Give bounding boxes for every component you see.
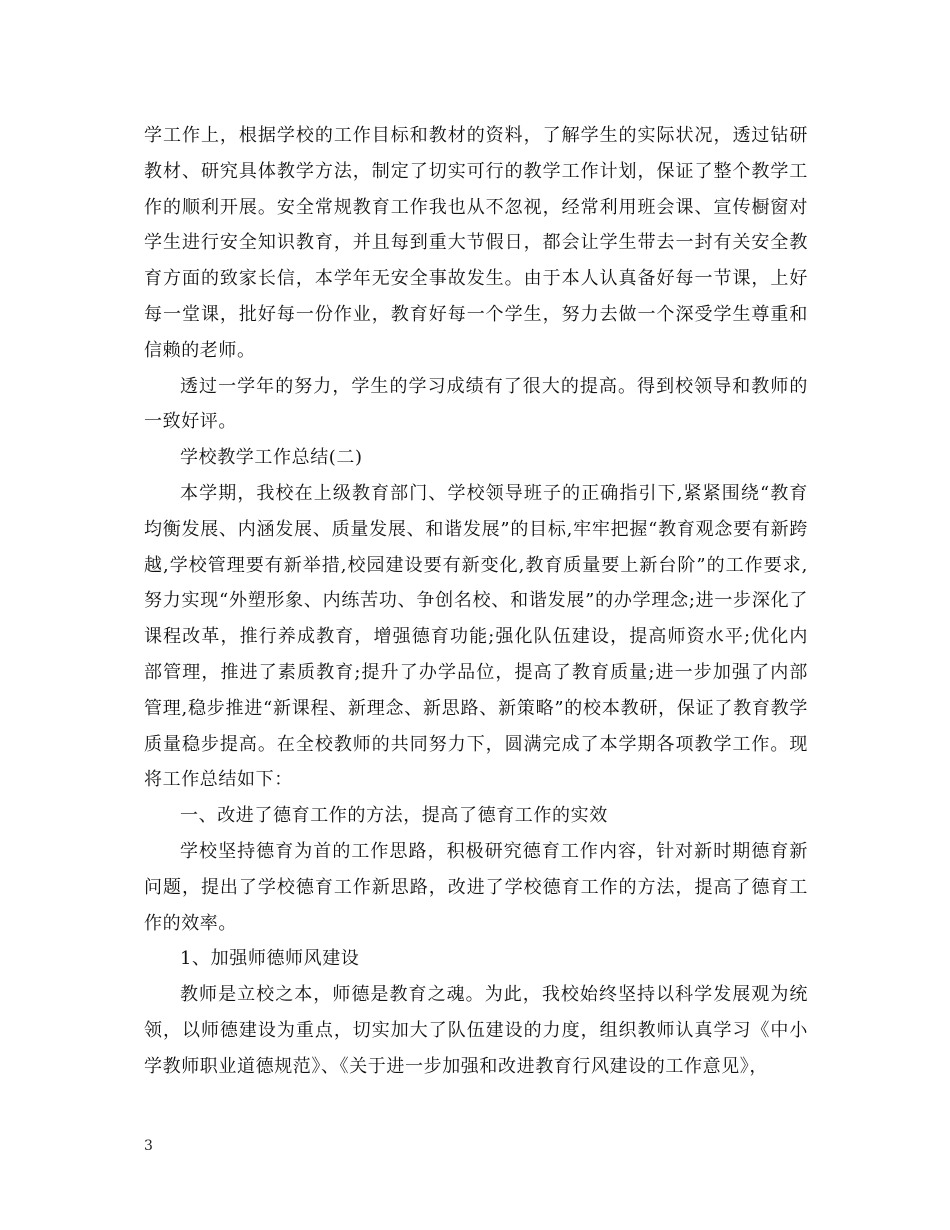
page-number: 3: [144, 1138, 153, 1154]
paragraph-6: 学校坚持德育为首的工作思路，积极研究德育工作内容，针对新时期德育新问题，提出了学校德育工作新思路，改进了学校德育工作的方法，提高了德育工作的效率。: [144, 840, 808, 934]
section-heading: 学校教学工作总结(二): [180, 447, 363, 469]
paragraph-2: 透过一学年的努力，学生的学习成绩有了很大的提高。得到校领导和教师的一致好评。: [144, 375, 808, 433]
paragraph-8: 教师是立校之本，师德是教育之魂。为此，我校始终坚持以科学发展观为统领，以师德建设为重点，切实加大了队伍建设的力度，组织教师认真学习《中小学教师职业道德规范》、《关于进一步加强和改进教育行风建设的工作意见》，: [144, 984, 808, 1077]
document-body: [144, 118, 808, 1085]
paragraph-4: 本学期，我校在上级教育部门、学校领导班子的正确指引下,紧紧围绕“教育均衡发展、内涵发展、质量发展、和谐发展”的目标,牢牢把握“教育观念要有新跨越,学校管理要有新举措,校园建设要有新变化,教育质量要上新台阶”的工作要求,努力实现“外塑形象、内练苦功、争创名校、和谐发展”的办学理念;进一步深化了课程改革，推行养成教育，增强德育功能;强化队伍建设，提高师资水平;优化内部管理，推进了素质教育;提升了办学品位，提高了教育质量;进一步加强了内部管理,稳步推进“新课程、新理念、新思路、新策略”的校本教研，保证了教育教学质量稳步提高。在全校教师的共同努力下，圆满完成了本学期各项教学工作。现将工作总结如下：: [144, 482, 808, 791]
paragraph-1: 学工作上，根据学校的工作目标和教材的资料，了解学生的实际状况，透过钻研教材、研究具体教学方法，制定了切实可行的教学工作计划，保证了整个教学工作的顺利开展。安全常规教育工作我也从不忽视，经常利用班会课、宣传橱窗对学生进行安全知识教育，并且每到重大节假日，都会让学生带去一封有关安全教育方面的致家长信，本学年无安全事故发生。由于本人认真备好每一节课，上好每一堂课，批好每一份作业，教育好每一个学生，努力去做一个深受学生尊重和信赖的老师。: [144, 125, 808, 361]
subheading-teacher-ethics: 1、加强师德师风建设: [180, 948, 360, 970]
subheading-moral-education: 一、改进了德育工作的方法，提高了德育工作的实效: [180, 805, 608, 827]
